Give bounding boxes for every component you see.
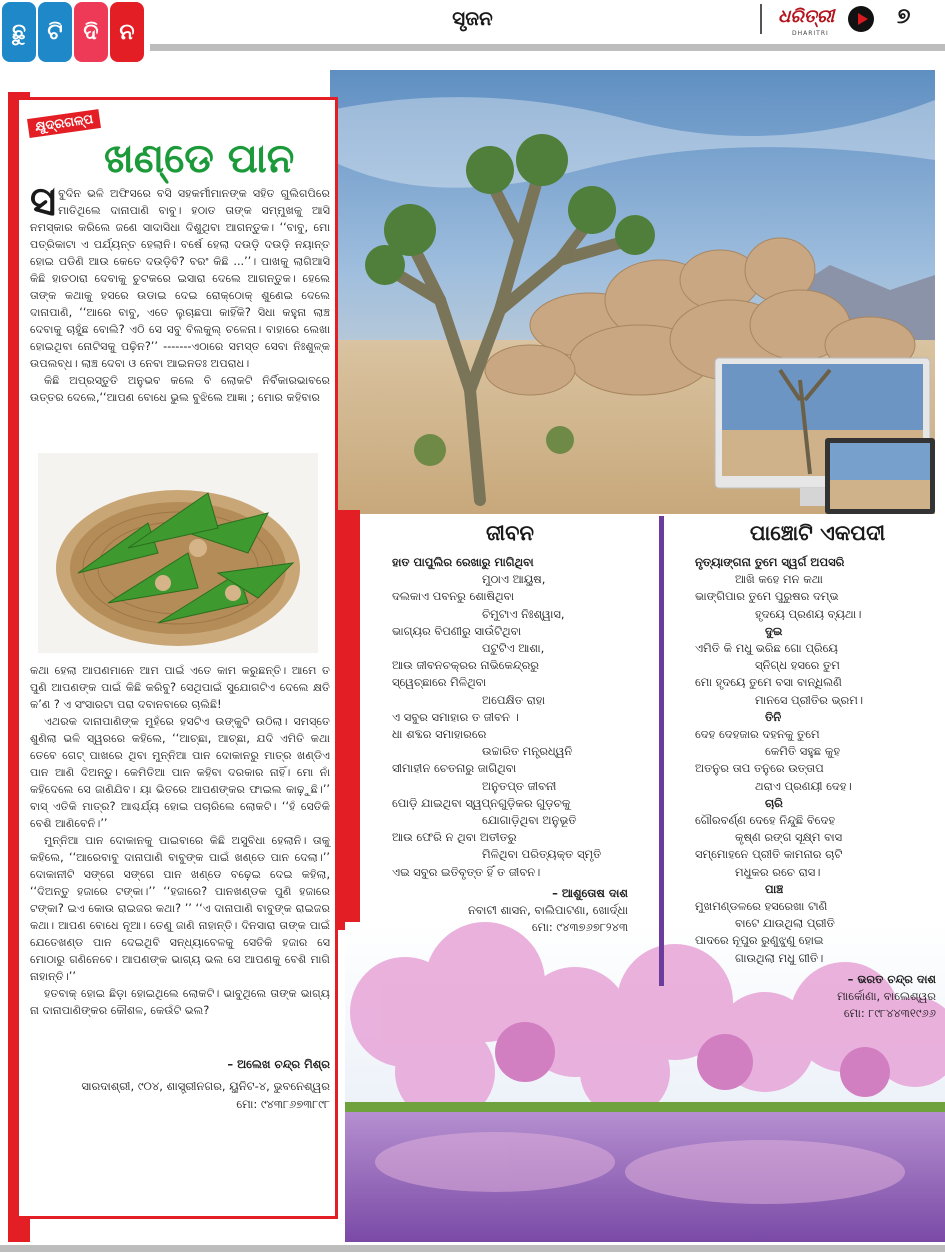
story-paragraph: ଏଥରକ ଦାନାପାଣିଙ୍କ ମୁହଁରେ ହସଟିଏ ଉଙ୍କୁଟି ଉଠିଲା। ସମସ୍ତେ ଶୁଣିଲା ଭଳି ସ୍ୱରରେ କହିଲେ, ‘‘ଆଚ୍ଛା, ଆଚ୍ଛା, ଯଦି ଏମିତି କଥା ତେବେ ଗେଟ୍ ପାଖରେ ଥିବା ମୁନ୍ନିଆ ପାନ ଦୋକାନରୁ ମାତ୍ର ଖଣ୍ଡିଏ ପାନ ଆଣି ଦିଅନ୍ତୁ। କେମିତିଆ ପାନ କହିବା ଦରକାର ନାହିଁ। ମୋ ନାଁ କହିଦେଲେ ସେ ଜାଣିଯିବ। ୟା ଭିତରେ ଆପଣଙ୍କର ଫାଇଲ କାଢ଼ୁଛି।’’ ବାସ୍ ଏତିକି ମାତ୍ର? ଆଶ୍ଚର୍ଯ୍ୟ ହୋଇ ପଚାରିଲେ ଲୋକଟି। ‘‘ହଁ ସେତିକି ବେଶି ଆଣିବେନି।’’ bbox=[30, 715, 330, 830]
story-dropcap: ସ bbox=[30, 185, 57, 225]
poem-line: ପୋଡ଼ି ଯାଇଥିବା ସ୍ୱପ୍ନଗୁଡ଼ିକର ଗୁଡ଼ଚକୁ bbox=[392, 795, 571, 810]
poem-author-address: ନବାଟୀ ଶାସନ, ବାଲିପାଟଣା, ଖୋର୍ଦ୍ଧା bbox=[467, 903, 628, 918]
logo-letter: ଟି bbox=[38, 2, 72, 62]
poem-line: ମାନସେ ପ୍ରୀତିର ଭ୍ରମ। bbox=[755, 692, 864, 707]
poem-author-phone: ମୋ: ୯୪୩୭୬୭୮୨୪୩ bbox=[531, 920, 628, 935]
story-body-bottom bbox=[30, 662, 330, 1019]
poem-line: ଦଲକାଏ ପବନରୁ ଶୋଷିଥିବା bbox=[392, 589, 515, 604]
section-title: ସୃଜନ bbox=[452, 6, 493, 30]
poem-line: ଚିମୁଟାଏ ନିଃଶ୍ୱାସ, bbox=[482, 606, 565, 621]
story-paragraph: ବୁଦିନ ଭଳି ଅଫିସରେ ବସି ସହକର୍ମୀମାନଙ୍କ ସହିତ ଗୁଲିଗପିରେ ମାତିଥିଲେ ଦାନାପାଣି ବାବୁ। ହଠାତ ତାଙ୍କ ସମ୍ମୁଖକୁ ଆସି ନମସ୍କାର କରିଲେ ଜଣେ ସାଦାସିଧା ଦିଶୁଥିବା ଆଗନ୍ତୁକ। ‘‘ବାବୁ, ମୋ ପତ୍ରିକାଟା ଏ ପର୍ଯ୍ୟନ୍ତ ହେଲାନି। ବର୍ଷେ ହେଲା ଦଉଡ଼ି ଦଉଡ଼ି ନୟାନ୍ତ ହୋଇ ପଡିଣି ଆଉ କେତେ ଦଉଡ଼ିବି? ବରଂ କିଛି ...’’। ପାଖକୁ ଲାଗିଆସି କିଛି ହାତଠାରା ଦେବାକୁ ଚୁଟକରେ ଇସାରା ଦେଲେ ଆଗନ୍ତୁକ। ହେଲେ ତାଙ୍କ କଥାକୁ ହସରେ ଉଡାଇ ଦେଇ ରୋକ୍‌ଠୋକ୍ ଶୁଣେଇ ଦେଲେ ଦାନାପାଣି, ‘‘ଆରେ ବାବୁ, ଏତେ ଲୁଚାଛପା କାହିଁକି? ସିଧା କହୁନା ଲାଞ୍ଚ ଦେବାକୁ ଚାହୁଁଛ ବୋଲି? ଏଠି ସେ ସବୁ ବିଲକୁଲ୍ ଚଳେନା। ବାହାରେ ଲେଖା ହୋଇଥିବା ନୋଟିସକୁ ପଢ଼ିନ?’’ -------ଏଠାରେ ସମସ୍ତ ସେବା ନିଃଶୁଳ୍କ ଉପଲବ୍ଧ। ଲାଞ୍ଚ ଦେବା ଓ ନେବା ଆଇନତଃ ଅପରାଧ। bbox=[30, 187, 330, 370]
story-byline bbox=[30, 1056, 330, 1126]
story-body-top bbox=[30, 185, 330, 453]
poem-title: ଜୀବନ bbox=[486, 521, 534, 545]
poem-line: ଅନୁତପ୍ତ ଜୀବନୀ bbox=[482, 778, 557, 793]
poem-author: – ଆଶୁତୋଷ ଦାଶ bbox=[552, 885, 628, 900]
poem-line: କେମିତି ସହୁଛ କୁହ bbox=[765, 744, 841, 759]
poem2 bbox=[695, 521, 940, 1022]
poem-line: ସୀମାହୀନ ଚେତନାରୁ ଜାଗିଥିବା bbox=[392, 761, 517, 776]
poem-line: ହୃଦୟେ ପ୍ରଣୟ ବ୍ୟଥା। bbox=[755, 606, 862, 621]
poem-line: ଭାଗ୍ୟର ବିପଣୀରୁ ସାଉଁଟିଥିବା bbox=[392, 623, 522, 638]
brand-divider bbox=[760, 4, 762, 34]
story-paragraph: କଥା ହେଲା ଆପଣମାନେ ଆମ ପାଇଁ ଏତେ କାମ କରୁଛନ୍ତି। ଆମେ ତ ପୁଣି ଆପଣଙ୍କ ପାଇଁ କିଛି କରିବୁ? ସେଥିପାଇଁ ସୁଯୋଗଟିଏ ଦେଲେ କ୍ଷତି କ’ଣ ? ଏ ସଂସାରଟା ପରା ଦବାନବାରେ ଚାଲିଛି! bbox=[30, 664, 330, 711]
poem-line: ନୃତ୍ୟାଙ୍ଗନା ତୁମେ ସ୍ୱର୍ଗ ଅପସରି bbox=[695, 555, 845, 569]
poem-subheading: ପାଞ୍ଚ bbox=[765, 881, 784, 896]
poem-line: ମୁଖମଣ୍ଡଳରେ ହସରେଖା ଟାଣି bbox=[695, 899, 828, 914]
poem-line: ପାଦରେ ନୂପୁର ରୁଣୁଝୁଣୁ ହୋଇ bbox=[695, 933, 824, 948]
poem-line: ଥରାଏ ପ୍ରଣୟୀ ଦେହ। bbox=[755, 778, 852, 793]
poem-line: ଭାଙ୍ଗିପାର ତୁମେ ପୁରୁଷର ଦମ୍ଭ bbox=[695, 589, 839, 604]
logo-letter: ଦି bbox=[74, 2, 108, 62]
header-rule bbox=[150, 44, 945, 51]
poem-line: ଦେହ ଦେହଜାର ଦହନକୁ ତୁମେ bbox=[695, 727, 820, 742]
poem-line: ଆଉ ଫେରି ନ ଥିବା ଅତୀତରୁ bbox=[392, 830, 517, 845]
brand-subtitle: DHARITRI bbox=[792, 30, 829, 37]
page-number: ୭ bbox=[897, 4, 911, 29]
poem-line: ଏମିତି କି ମଧୁ ଭରିଛ ଗୋ ପ୍ରିୟେ bbox=[695, 641, 838, 656]
poem-line: ଏ ସବୁର ସମାହାର ତ ଜୀବନ । bbox=[392, 709, 519, 724]
poem-line: ଧା ଶବ୍ଦର ସମାହାରରେ bbox=[392, 727, 487, 742]
poem-line: ଯୋଗାଡ଼ିଥିବା ଅନୁଭୂତି bbox=[482, 813, 577, 828]
poem-line: ସ୍ନିଗ୍ଧ ହସରେ ତୁମ bbox=[755, 658, 840, 673]
poem-line: ମିଳିଥିବା ପରିତ୍ୟକ୍ତ ସ୍ମୃତି bbox=[482, 847, 602, 862]
story-author-phone: ମୋ: ୯୪୩୮୬୭୩୮୯୮ bbox=[236, 1097, 330, 1111]
poem-line: ଉଚ୍ଚାରିତ ମନ୍ତ୍ରଧ୍ୱନି bbox=[482, 744, 573, 759]
poem-author-address: ମାର୍କୋଣା, ବାଲେଶ୍ୱର bbox=[837, 989, 936, 1004]
poem-subheading: ଚାରି bbox=[765, 795, 783, 810]
poem-line: ଅପେକ୍ଷିତ ରାହା bbox=[482, 692, 546, 707]
poem-subheading: ତିନି bbox=[765, 709, 782, 724]
story-paragraph: ହତବାକ୍ ହୋଇ ଛିଡ଼ା ହୋଇଥିଲେ ଲୋକଟି। ଭାବୁଥିଲେ ତାଙ୍କ ଭାଗ୍ୟ ନା ଦାନାପାଣିଙ୍କର କୌଶଳ, କେଉଁଟି ଭଲ? bbox=[30, 987, 330, 1017]
poem-line: ସ୍ୱେଚ୍ଛାରେ ମିଳିଥିବା bbox=[392, 675, 487, 690]
poem1 bbox=[392, 521, 628, 936]
brand-logo: ଧରିତ୍ରୀ bbox=[778, 6, 835, 27]
poem-title: ପାଞ୍ଚୋଟି ଏକପଦୀ bbox=[749, 521, 886, 545]
story-paragraph: ମୁନ୍ନିଆ ପାନ ଦୋକାନକୁ ପାଇବାରେ କିଛି ଅସୁବିଧା ହେଲାନି। ତାକୁ କହିଲେ, ‘‘ଆରେବାବୁ ଦାନାପାଣି ବାବୁଙ୍କ ପାଇଁ ଖଣ୍ଡେ ପାନ ଦେଲା।’’ ଦୋକାନୀଟି ସଙ୍ଗେ ସଙ୍ଗେ ପାନ ଖଣ୍ଡେ ବଢ଼େଇ ଦେଇ କହିଲା, ‘‘ଦିଅନ୍ତୁ ହଜାରେ ଟଙ୍କା।’’ ‘‘ହଜାରେ? ପାନଖଣ୍ଡକ ପୁଣି ହଜାରେ ଟଙ୍କା? ଇଏ କୋଉ ରାଇଜର କଥା? ’’ ‘‘ଏ ଦାନାପାଣି ବାବୁଙ୍କ ରାଇଜର କଥା। ଆପଣ ବୋଧେ ନୂଆ। ତେଣୁ ଜାଣି ନାହାନ୍ତି। ଦିନସାରା ତାଙ୍କ ପାଇଁ ଯେତେଖଣ୍ଡ ପାନ ଦେଇଥିବି ସନ୍ଧ୍ୟାବେଳକୁ ସେତିକି ହଜାର ସେ ମୋଠାରୁ ଗଣିନେବେ। ଆପଣଙ୍କ ଭାଗ୍ୟ ଭଲ ସେ ଆପଣକୁ ବେଶି ମାଗି ନାହାନ୍ତି।’’ bbox=[30, 834, 330, 983]
poem-line: ଆଉ ଜୀବନଚକ୍ରର ନାଭିକେନ୍ଦ୍ରରୁ bbox=[392, 658, 540, 673]
poem-line: ମଧୁକର ରଚେ ରାସ। bbox=[735, 864, 821, 879]
poem-line: ବାଟେ ଯାଉଥିଲା ପ୍ରୀତି bbox=[735, 916, 835, 931]
poem-line: ମୁଠାଏ ଆୟୁଷ, bbox=[482, 572, 546, 587]
footer-rule bbox=[0, 1245, 945, 1252]
story-title: ଖଣ୍ଡେ ପାନ bbox=[104, 136, 295, 182]
poem-lines bbox=[695, 554, 940, 967]
paan-photo bbox=[38, 453, 318, 653]
column-divider bbox=[659, 516, 664, 986]
poem-subheading: ଦୁଇ bbox=[765, 623, 783, 638]
poem-line: ଅତନୁର ତାପ ତନୁରେ ଉତ୍ତାପ bbox=[695, 761, 824, 776]
play-icon bbox=[848, 6, 874, 32]
poem-line: ସମ୍ମୋହନେ ପ୍ରୀତି କାମନାର ଚାଟି bbox=[695, 847, 843, 862]
poem-line: ପଟୁଟିଏ ଆଶା, bbox=[482, 641, 545, 656]
logo-letter: ନ bbox=[110, 2, 144, 62]
poem-line: କୃଷ୍ଣ ରଙ୍ଗ ସୂକ୍ଷ୍ମ ବାସ bbox=[735, 830, 843, 845]
story-paragraph: କିଛି ଅପ୍ରସ୍ତୁତି ଅନୁଭବ କଲେ ବି ଲୋକଟି ନିର୍ବିକାରଭାବରେ ଉତ୍ତର ଦେଲେ,‘‘ଆପଣ ବୋଧେ ଭୁଲ ବୁଝିଲେ ଆଜ୍ଞା ; ମୋର କହିବାର bbox=[30, 374, 330, 404]
poem-line: ମୋ ହୃଦୟେ ତୁମେ ବସା ବାନ୍ଧିଲଣି bbox=[695, 675, 842, 690]
poem-line: ହାତ ପାପୁଲିର ରେଖାରୁ ମାଗିଥିବା bbox=[392, 555, 534, 569]
poem-line: ଆଖି କହେ ମନ କଥା bbox=[735, 572, 823, 587]
story-author: – ଅଲେଖ ଚନ୍ଦ୍ର ମିଶ୍ର bbox=[227, 1057, 330, 1071]
story-category-tag: କ୍ଷୁଦ୍ରଗଳ୍ପ bbox=[27, 109, 101, 138]
poem-line: ଏଇ ସବୁର ଇତିବୃତ୍ତ ହିଁ ତ ଜୀବନ। bbox=[392, 864, 541, 879]
desert-photo bbox=[330, 70, 935, 514]
poem-author-phone: ମୋ: ୮୯୮୪୪୩୧୯୬୬ bbox=[843, 1006, 936, 1021]
poem-line: ଗୌରବର୍ଣ୍ଣ ଦେହେ ନିନ୍ଦୁଛି ବିଦେହ bbox=[695, 813, 836, 828]
poem-line: ଗାଉଥିଲା ମଧୁ ଗୀତି। bbox=[735, 950, 824, 965]
poem-lines bbox=[392, 554, 628, 881]
logo-letter: ଛୁ bbox=[2, 2, 36, 62]
poem-author: – ଭରତ ଚନ୍ଦ୍ର ଦାଶ bbox=[847, 971, 936, 986]
story-author-address: ସାରଦାଶ୍ରୀ, ୯୦୪, ଶାସ୍ତ୍ରୀନଗର, ୟୁନିଟ-୪, ଭୁବନେଶ୍ୱର bbox=[81, 1079, 330, 1093]
